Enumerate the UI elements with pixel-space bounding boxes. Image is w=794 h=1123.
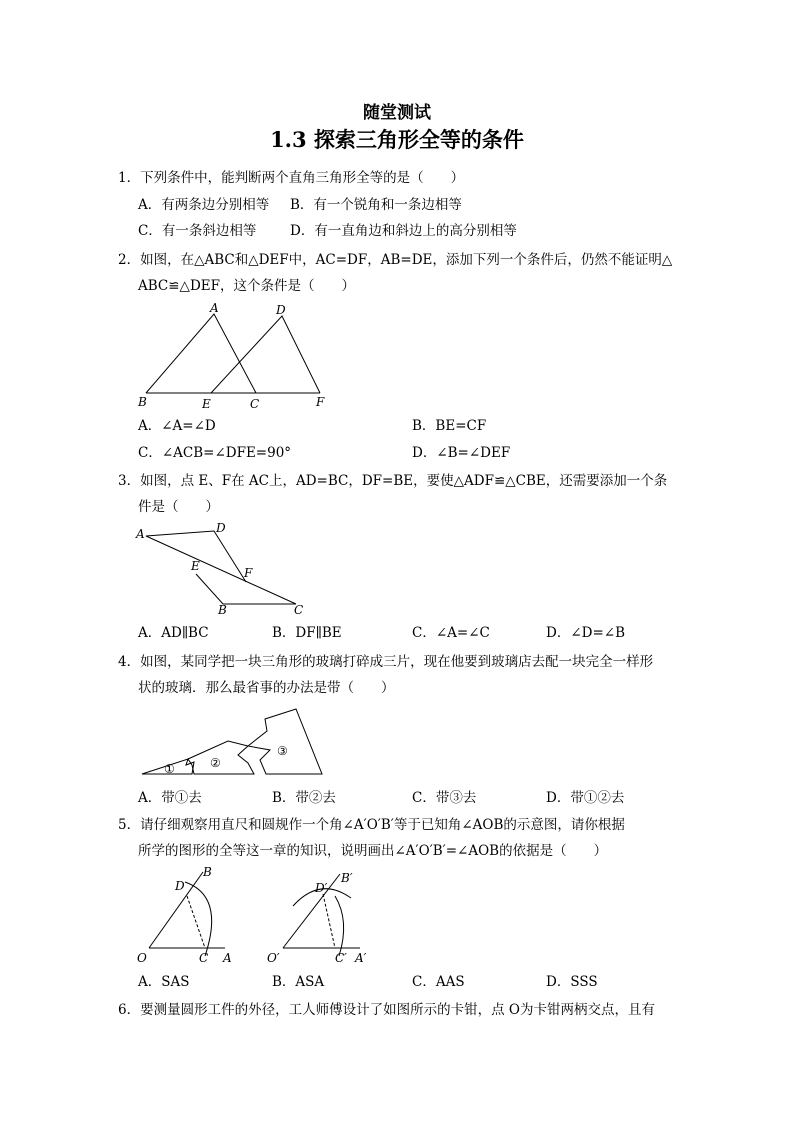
worksheet-subtitle: 1.3 探索三角形全等的条件 [270,127,524,152]
q4-label-piece3: ③ [277,744,288,758]
q2-stem-line2: ABC≌△DEF，这个条件是（ ） [138,278,355,294]
worksheet-title: 随堂测试 [363,103,431,123]
q2-stem-line1: 2．如图，在△ABC和△DEF中，AC=DF，AB=DE，添加下列一个条件后，仍然不能证明△ [118,252,673,268]
q3-label-c: C [294,603,304,617]
q3-label-f: F [244,566,253,580]
q5-label-o-prime: O′ [267,951,280,965]
q1-option-c: C．有一条斜边相等 [138,223,257,239]
q2-option-d: D．∠B=∠DEF [412,445,511,461]
q2-label-b: B [138,395,147,409]
q5-figure-angle-construction-copy [265,866,375,966]
q3-label-b: B [218,603,227,617]
q1-stem: 1．下列条件中，能判断两个直角三角形全等的是（ ） [118,170,465,186]
q3-option-d: D．∠D=∠B [546,625,626,641]
q4-label-piece1: ① [164,762,175,776]
q5-label-d: D [175,879,185,893]
q3-label-a: A [136,527,145,541]
q4-option-b: B．带②去 [272,790,336,806]
q3-figure-triangles [136,522,316,617]
q3-option-c: C．∠A=∠C [412,625,490,641]
q3-option-b: B．DF∥BE [272,625,342,641]
q5-stem-line1: 5．请仔细观察用直尺和圆规作一个角∠A′O′B′等于已知角∠AOB的示意图，请你根据 [118,817,625,833]
q2-label-c: C [250,397,260,411]
q3-option-a: A．AD∥BC [138,625,209,641]
q2-figure-triangles [136,302,336,412]
q5-label-a: A [223,951,232,965]
q1-option-d: D．有一直角边和斜边上的高分别相等 [290,223,517,239]
q5-label-a-prime: A′ [355,951,367,965]
q5-label-b: B [203,865,212,879]
q2-label-f: F [316,395,325,409]
q2-label-a: A [210,301,219,315]
q5-stem-line2: 所学的图形的全等这一章的知识，说明画出∠A′O′B′=∠AOB的依据是（ ） [138,843,608,859]
q4-stem-line1: 4．如图，某同学把一块三角形的玻璃打碎成三片，现在他要到玻璃店去配一块完全一样形 [118,654,654,670]
q5-option-d: D．SSS [546,974,598,990]
q5-option-a: A．SAS [138,974,190,990]
q5-label-c-prime: C′ [335,951,347,965]
q1-option-a: A．有两条边分别相等 [138,197,270,213]
q5-option-c: C．AAS [412,974,465,990]
q4-option-c: C．带③去 [412,790,477,806]
q2-option-b: B．BE=CF [412,418,487,434]
q4-figure-broken-glass [140,705,340,785]
q2-label-e: E [202,397,211,411]
q5-option-b: B．ASA [272,974,325,990]
q5-label-b-prime: B′ [341,871,353,885]
q2-option-c: C．∠ACB=∠DFE=90° [138,445,292,461]
q2-option-a: A．∠A=∠D [138,418,216,434]
q5-label-c: C [199,951,209,965]
q4-stem-line2: 状的玻璃．那么最省事的办法是带（ ） [138,680,395,696]
q4-option-a: A．带①去 [138,790,202,806]
q4-option-d: D．带①②去 [546,790,625,806]
q3-label-e: E [191,559,200,573]
q5-label-o: O [137,951,147,965]
q5-label-d-prime: D′ [315,881,328,895]
q5-figure-angle-construction-original [135,866,245,966]
q3-label-d: D [216,521,226,535]
q4-label-piece2: ② [210,756,221,770]
q6-stem-line1: 6．要测量圆形工件的外径，工人师傅设计了如图所示的卡钳，点 O为卡钳两柄交点，且有 [118,1002,655,1018]
q1-option-b: B．有一个锐角和一条边相等 [290,197,462,213]
q3-stem-line2: 件是（ ） [138,499,219,515]
q2-label-d: D [276,303,286,317]
q3-stem-line1: 3．如图，点 E、F在 AC上，AD=BC，DF=BE，要使△ADF≌△CBE，还需要添加一个条 [118,473,668,489]
